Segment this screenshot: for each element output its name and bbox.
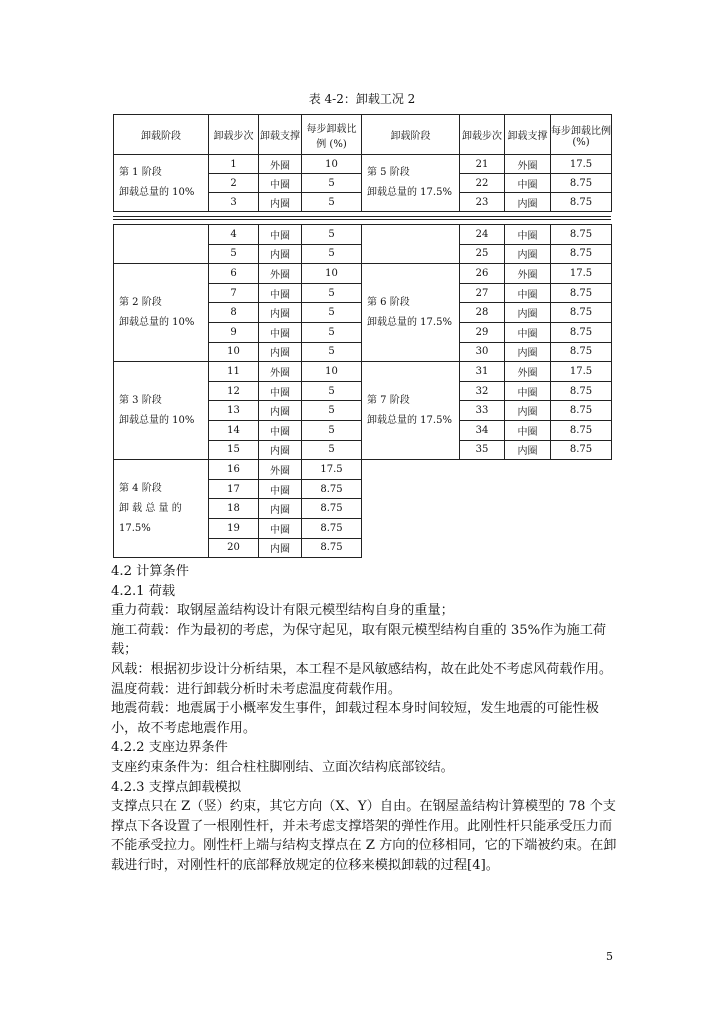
table-row (114, 225, 612, 245)
ratio-cell: 5 (302, 193, 362, 212)
header-stage: 卸载阶段 (114, 115, 209, 155)
support-cell: 内圈 (259, 303, 302, 323)
support-cell: 中圈 (505, 283, 551, 303)
step-cell: 19 (209, 518, 259, 538)
step-cell: 2 (209, 174, 259, 193)
step-cell: 29 (460, 322, 505, 342)
header-ratio: 每步卸载比例 (%) (302, 115, 362, 155)
ratio-cell: 8.75 (302, 479, 362, 499)
ratio-cell: 8.75 (551, 174, 612, 193)
step-cell: 11 (209, 362, 259, 382)
stage-name: 第 3 阶段 (119, 394, 162, 406)
table-row (114, 264, 612, 284)
stage-desc: 卸 载 总 量 的 17.5% (119, 502, 182, 534)
step-cell: 35 (460, 440, 505, 460)
step-cell: 5 (209, 244, 259, 264)
ratio-cell: 5 (302, 420, 362, 440)
step-cell: 18 (209, 499, 259, 519)
ratio-cell: 17.5 (551, 264, 612, 284)
support-cell: 中圈 (259, 381, 302, 401)
ratio-cell: 8.75 (551, 193, 612, 212)
step-cell: 28 (460, 303, 505, 323)
stage-cell (362, 264, 460, 362)
ratio-cell: 5 (302, 244, 362, 264)
support-cell: 内圈 (259, 401, 302, 421)
table-break-line (113, 216, 611, 220)
body-paragraph: 4.2.1 荷载 (111, 583, 176, 599)
support-cell: 内圈 (505, 244, 551, 264)
ratio-cell: 10 (302, 362, 362, 382)
ratio-cell: 8.75 (551, 225, 612, 245)
step-cell: 31 (460, 362, 505, 382)
support-cell: 中圈 (259, 479, 302, 499)
stage-name: 第 1 阶段 (119, 167, 162, 178)
stage-name: 第 2 阶段 (119, 296, 162, 308)
ratio-cell: 10 (302, 155, 362, 174)
stage-desc: 卸载总量的 10% (119, 316, 195, 328)
body-paragraph: 支座约束条件为：组合柱柱脚刚结、立面次结构底部铰结。 (111, 759, 454, 775)
header-stage: 卸载阶段 (362, 115, 460, 155)
step-cell: 13 (209, 401, 259, 421)
header-support: 卸载支撑 (505, 115, 551, 155)
body-paragraph: 温度荷载：进行卸载分析时未考虑温度荷载作用。 (111, 681, 402, 697)
support-cell: 外圈 (259, 362, 302, 382)
step-cell: 6 (209, 264, 259, 284)
step-cell: 7 (209, 283, 259, 303)
stage-name: 第 4 阶段 (119, 482, 162, 494)
page-number: 5 (606, 950, 613, 963)
ratio-cell: 8.75 (551, 283, 612, 303)
support-cell: 内圈 (505, 342, 551, 362)
support-cell: 内圈 (505, 193, 551, 212)
step-cell: 1 (209, 155, 259, 174)
step-cell: 27 (460, 283, 505, 303)
body-paragraph: 4.2.2 支座边界条件 (111, 740, 228, 756)
ratio-cell: 8.75 (551, 440, 612, 460)
ratio-cell: 17.5 (551, 362, 612, 382)
ratio-cell: 8.75 (551, 342, 612, 362)
stage-name: 第 7 阶段 (367, 394, 410, 406)
stage-cell (114, 362, 209, 460)
ratio-cell: 5 (302, 342, 362, 362)
stage-cell-continued (114, 225, 209, 264)
support-cell: 内圈 (259, 193, 302, 212)
table-row (114, 460, 612, 480)
stage-desc: 卸载总量的 17.5% (367, 414, 452, 426)
step-cell: 33 (460, 401, 505, 421)
stage-cell-continued (362, 225, 460, 264)
ratio-cell: 8.75 (551, 401, 612, 421)
ratio-cell: 8.75 (551, 303, 612, 323)
support-cell: 中圈 (259, 322, 302, 342)
support-cell: 外圈 (505, 264, 551, 284)
header-support: 卸载支撑 (259, 115, 302, 155)
ratio-cell: 5 (302, 303, 362, 323)
support-cell: 中圈 (505, 225, 551, 245)
support-cell: 外圈 (259, 460, 302, 480)
body-paragraph: 风载：根据初步设计分析结果，本工程不是风敏感结构，故在此处不考虑风荷载作用。 (111, 661, 613, 677)
ratio-cell: 5 (302, 283, 362, 303)
ratio-cell: 8.75 (551, 322, 612, 342)
ratio-cell: 5 (302, 322, 362, 342)
body-paragraph: 4.2 计算条件 (111, 564, 189, 579)
step-cell: 32 (460, 381, 505, 401)
support-cell: 内圈 (259, 440, 302, 460)
body-paragraph: 地震荷载：地震属于小概率发生事件，卸载过程本身时间较短，发生地震的可能性极小，故不考虑地震作用。 (111, 701, 599, 736)
support-cell: 内圈 (505, 401, 551, 421)
table-row (114, 362, 612, 382)
support-cell: 内圈 (259, 342, 302, 362)
ratio-cell: 8.75 (302, 538, 362, 558)
step-cell: 22 (460, 174, 505, 193)
step-cell: 10 (209, 342, 259, 362)
support-cell: 内圈 (259, 244, 302, 264)
ratio-cell: 17.5 (302, 460, 362, 480)
step-cell: 3 (209, 193, 259, 212)
support-cell: 内圈 (505, 440, 551, 460)
support-cell: 中圈 (259, 518, 302, 538)
step-cell: 9 (209, 322, 259, 342)
step-cell: 26 (460, 264, 505, 284)
support-cell: 中圈 (505, 420, 551, 440)
support-cell: 中圈 (259, 420, 302, 440)
ratio-cell: 5 (302, 381, 362, 401)
ratio-cell: 5 (302, 225, 362, 245)
ratio-cell: 5 (302, 440, 362, 460)
body-paragraph: 4.2.3 支撑点卸载模拟 (111, 779, 242, 795)
ratio-cell: 5 (302, 174, 362, 193)
step-cell: 24 (460, 225, 505, 245)
body-paragraph: 支撑点只在 Z（竖）约束，其它方向（X、Y）自由。在钢屋盖结构计算模型的 78 个支撑点下各设置了一根刚性杆，并未考虑支撑塔架的弹性作用。此刚性杆只能承受压力而不能承受拉力。刚性杆上端与结构支撑点在 Z 方向的位移相同，它的下端被约束。在卸载进行时，对刚性杆的底部释放规定的位移来模拟卸载的过程[4]。 (111, 799, 617, 873)
stage-cell (362, 362, 460, 460)
support-cell: 外圈 (259, 264, 302, 284)
ratio-cell: 8.75 (302, 518, 362, 538)
ratio-cell: 17.5 (551, 155, 612, 174)
stage-desc: 卸载总量的 10% (119, 414, 195, 426)
step-cell: 15 (209, 440, 259, 460)
ratio-cell: 8.75 (551, 381, 612, 401)
step-cell: 8 (209, 303, 259, 323)
support-cell: 中圈 (259, 225, 302, 245)
support-cell: 内圈 (505, 303, 551, 323)
header-step: 卸载步次 (209, 115, 259, 155)
step-cell: 21 (460, 155, 505, 174)
support-cell: 外圈 (259, 155, 302, 174)
stage-desc: 卸载总量的 17.5% (367, 187, 452, 198)
header-ratio: 每步卸载比例 (%) (551, 115, 612, 155)
ratio-cell: 8.75 (551, 244, 612, 264)
ratio-cell: 10 (302, 264, 362, 284)
support-cell: 外圈 (505, 362, 551, 382)
step-cell: 23 (460, 193, 505, 212)
stage-desc: 卸载总量的 10% (119, 187, 195, 198)
step-cell: 12 (209, 381, 259, 401)
step-cell: 34 (460, 420, 505, 440)
support-cell: 中圈 (505, 322, 551, 342)
unloading-table-part1 (113, 114, 612, 212)
empty-area (362, 460, 612, 558)
support-cell: 内圈 (259, 538, 302, 558)
step-cell: 25 (460, 244, 505, 264)
step-cell: 14 (209, 420, 259, 440)
unloading-table-part2 (113, 224, 612, 558)
support-cell: 中圈 (505, 381, 551, 401)
ratio-cell: 8.75 (302, 499, 362, 519)
step-cell: 16 (209, 460, 259, 480)
ratio-cell: 5 (302, 401, 362, 421)
ratio-cell: 8.75 (551, 420, 612, 440)
support-cell: 中圈 (259, 174, 302, 193)
support-cell: 中圈 (259, 283, 302, 303)
body-text (111, 562, 619, 876)
step-cell: 17 (209, 479, 259, 499)
stage-cell (362, 155, 460, 212)
step-cell: 30 (460, 342, 505, 362)
table-caption: 表 4-2：卸载工况 2 (308, 92, 416, 106)
stage-cell (114, 460, 209, 558)
body-paragraph: 施工荷载：作为最初的考虑，为保守起见，取有限元模型结构自重的 35%作为施工荷载； (111, 622, 607, 658)
support-cell: 内圈 (259, 499, 302, 519)
stage-cell (114, 264, 209, 362)
stage-name: 第 5 阶段 (367, 167, 410, 178)
stage-name: 第 6 阶段 (367, 296, 410, 308)
step-cell: 20 (209, 538, 259, 558)
step-cell: 4 (209, 225, 259, 245)
body-paragraph: 重力荷载：取钢屋盖结构设计有限元模型结构自身的重量； (111, 603, 454, 619)
header-step: 卸载步次 (460, 115, 505, 155)
stage-desc: 卸载总量的 17.5% (367, 316, 452, 328)
support-cell: 外圈 (505, 155, 551, 174)
support-cell: 中圈 (505, 174, 551, 193)
stage-cell (114, 155, 209, 212)
